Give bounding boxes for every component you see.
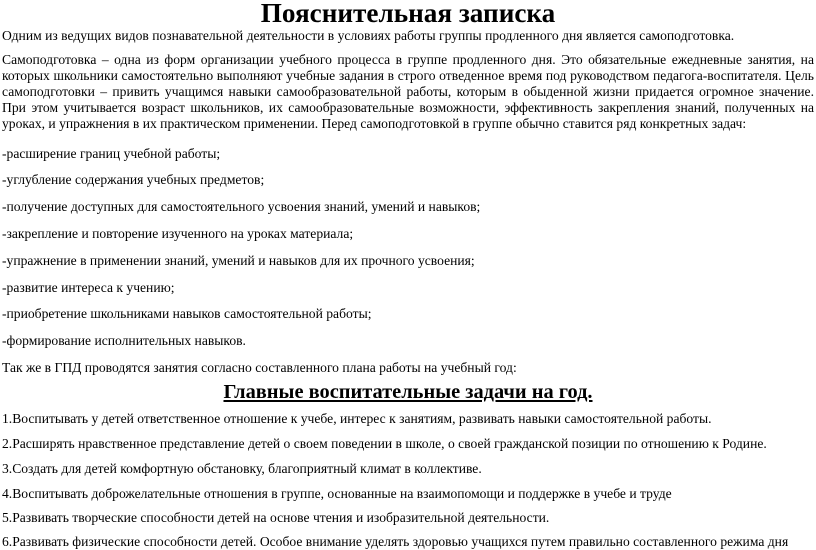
- plan-note: Так же в ГПД проводятся занятия согласно составленного плана работы на учебный год:: [2, 360, 517, 375]
- intro-paragraph: Одним из ведущих видов познавательной деятельности в условиях работы группы продленного дня является самоподготовка.: [2, 28, 735, 43]
- task-item: -закрепление и повторение изученного на уроках материала;: [2, 226, 354, 241]
- task-item: -расширение границ учебной работы;: [2, 146, 221, 161]
- main-paragraph: Самоподготовка – одна из форм организации учебного процесса в группе продленного дня. Это обязательные ежедневные занятия, на которых школьники самостоятельно выполняют учебные задания в строго отведенное время под руководством педагога-воспитателя. Цель самоподготовки – привить учащимся навыки самообразовательной работы, которым в обыденной жизни придается огромное значение. При этом учитывается возраст школьников, их самообразовательные возможности, эффективность закрепления знаний, полученных на уроках, и упражнения в их практическом применении. Перед самоподготовкой в группе обычно ставится ряд конкретных задач:: [2, 52, 814, 131]
- task-item: -формирование исполнительных навыков.: [2, 333, 246, 348]
- document-title: Пояснительная записка: [260, 0, 556, 28]
- goals-heading: Главные воспитательные задачи на год.: [223, 381, 593, 403]
- goal-item: 1.Воспитывать у детей ответственное отношение к учебе, интерес к занятиям, развивать навыки самостоятельной работы.: [2, 411, 712, 426]
- task-item: -углубление содержания учебных предметов;: [2, 172, 265, 187]
- task-item: -получение доступных для самостоятельного усвоения знаний, умений и навыков;: [2, 199, 481, 214]
- goal-item: 6.Развивать физические способности детей. Особое внимание уделять здоровью учащихся путем правильно составленного режима дня: [2, 534, 789, 549]
- task-item: -развитие интереса к учению;: [2, 280, 175, 295]
- task-item: -упражнение в применении знаний, умений и навыков для их прочного усвоения;: [2, 253, 475, 268]
- goal-item: 2.Расширять нравственное представление детей о своем поведении в школе, о своей гражданской позиции по отношению к Родине.: [2, 436, 767, 451]
- goal-item: 4.Воспитывать доброжелательные отношения в группе, основанные на взаимопомощи и поддержке в учебе и труде: [2, 486, 672, 501]
- task-item: -приобретение школьниками навыков самостоятельной работы;: [2, 306, 372, 321]
- goal-item: 3.Создать для детей комфортную обстановку, благоприятный климат в коллективе.: [2, 461, 482, 476]
- goal-item: 5.Развивать творческие способности детей на основе чтения и изобразительной деятельности.: [2, 510, 550, 525]
